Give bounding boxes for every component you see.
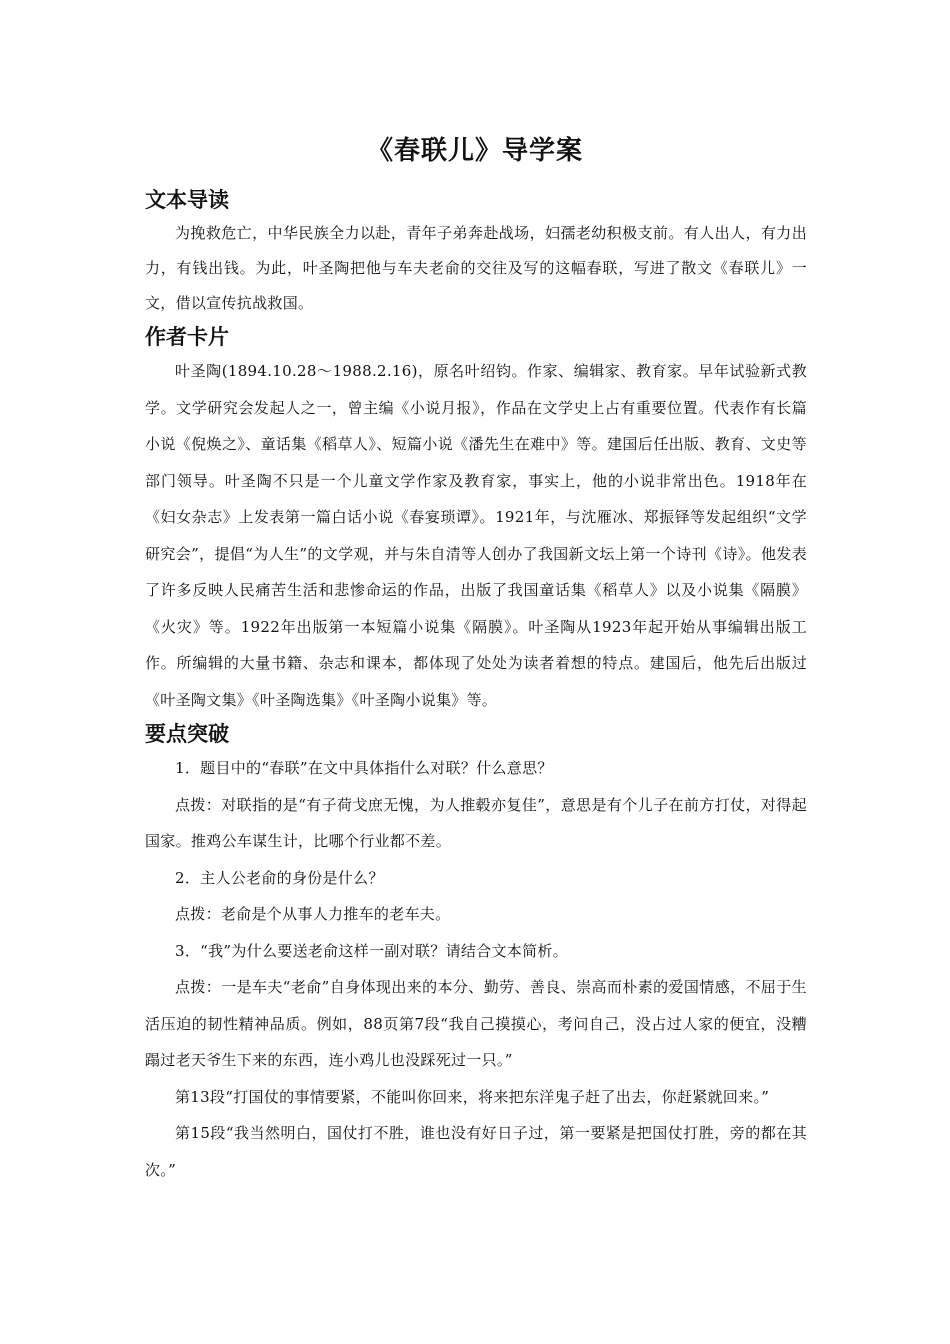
question-3: 3．“我”为什么要送老俞这样一副对联？请结合文本简析。	[175, 941, 568, 960]
section-heading: 要点突破	[145, 722, 229, 746]
paragraph: 第13段“打国仗的事情要紧，不能叫你回来，将来把东洋鬼子赶了出去，你赶紧就回来。”	[175, 1087, 770, 1106]
section-key-points	[145, 718, 807, 1188]
section-heading: 文本导读	[145, 188, 229, 212]
paragraph: 为挽救危亡，中华民族全力以赴，青年子弟奔赴战场，妇孺老幼积极支前。有人出人，有力出力，有钱出钱。为此，叶圣陶把他与车夫老俞的交往及写的这幅春联，写进了散文《春联儿》一文，借以宣传抗战救国。	[145, 224, 807, 312]
paragraph: 叶圣陶(1894.10.28～1988.2.16)，原名叶绍钧。作家、编辑家、教育家。早年试验新式教学。文学研究会发起人之一，曾主编《小说月报》，作品在文学史上占有重要位置。代表作有长篇小说《倪焕之》、童话集《稻草人》、短篇小说《潘先生在难中》等。建国后任出版、教育、文史等部门领导。叶圣陶不只是一个儿童文学作家及教育家，事实上，他的小说非常出色。1918年在《妇女杂志》上发表第一篇白话小说《春宴琐谭》。1921年，与沈雁冰、郑振铎等发起组织“文学研究会”，提倡“为人生”的文学观，并与朱自清等人创办了我国新文坛上第一个诗刊《诗》。他发表了许多反映人民痛苦生活和悲惨命运的作品，出版了我国童话集《稻草人》以及小说集《隔膜》《火灾》等。1922年出版第一本短篇小说集《隔膜》。叶圣陶从1923年起开始从事编辑出版工作。所编辑的大量书籍、杂志和课本，都体现了处处为读者着想的特点。建国后，他先后出版过《叶圣陶文集》《叶圣陶选集》《叶圣陶小说集》等。	[145, 362, 807, 709]
document-body	[145, 184, 807, 1188]
section-heading: 作者卡片	[145, 325, 229, 349]
answer-1: 点拨：对联指的是“有子荷戈庶无愧，为人推毂亦复佳”，意思是有个儿子在前方打仗，对得起国家。推鸡公车谋生计，比哪个行业都不差。	[145, 795, 807, 850]
document-title: 《春联儿》导学案	[366, 136, 583, 166]
answer-2: 点拨：老俞是个从事人力推车的老车夫。	[175, 905, 451, 923]
section-author-card	[145, 321, 807, 718]
paragraph: 第15段“我当然明白，国仗打不胜，谁也没有好日子过，第一要紧是把国仗打胜，旁的都在其次。”	[145, 1124, 807, 1179]
question-1: 1．题目中的“春联”在文中具体指什么对联？什么意思？	[175, 759, 553, 777]
answer-3: 点拨：一是车夫“老俞”自身体现出来的本分、勤劳、善良、崇高而朴素的爱国情感，不屈于生活压迫的韧性精神品质。例如，88页第7段“我自己摸摸心，考问自己，没占过人家的便宜，没糟蹋过老天爷生下来的东西，连小鸡儿也没踩死过一只。”	[145, 978, 807, 1069]
section-text-intro	[145, 184, 807, 321]
question-2: 2．主人公老俞的身份是什么？	[175, 868, 384, 887]
